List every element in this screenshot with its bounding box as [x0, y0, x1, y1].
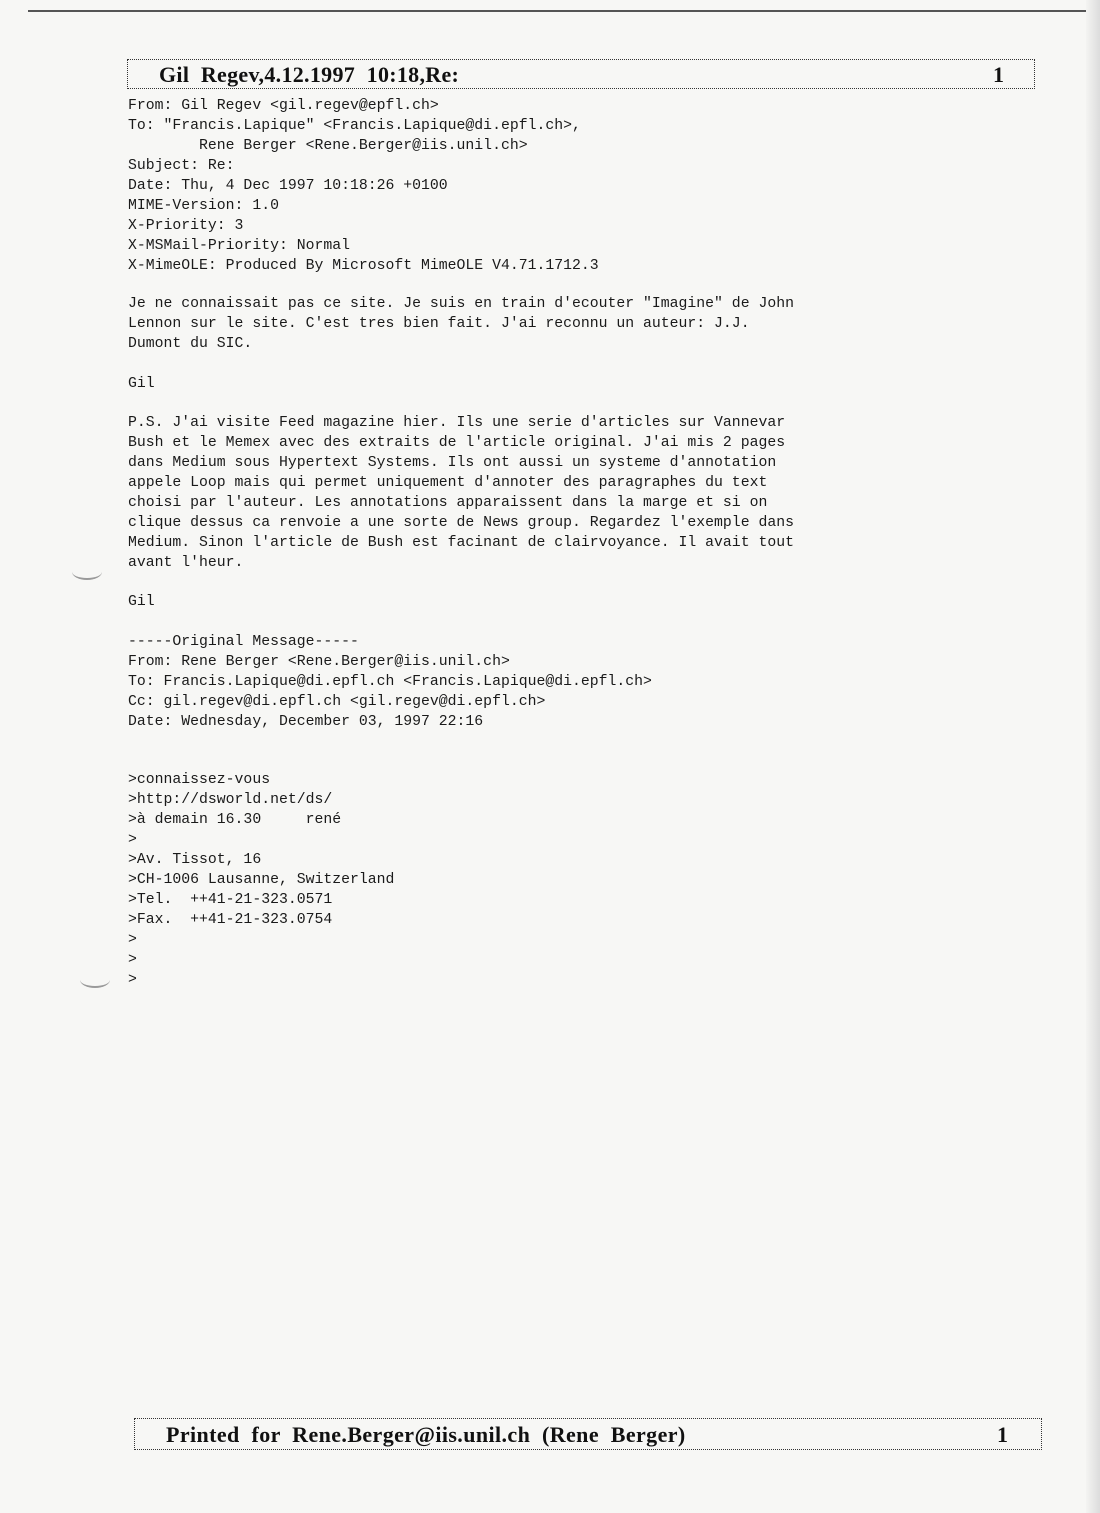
header-subject: Subject: Re: — [128, 158, 235, 174]
original-from: From: Rene Berger <Rene.Berger@iis.unil.ch> — [128, 654, 510, 670]
header-x-mimeole: X-MimeOLE: Produced By Microsoft MimeOLE V4.71.1712.3 — [128, 258, 599, 274]
punch-hole-mark — [72, 564, 102, 580]
signature: Gil — [128, 594, 155, 610]
original-message-separator: -----Original Message----- — [128, 634, 359, 650]
quoted-line: >Av. Tissot, 16 — [128, 852, 262, 868]
message-title: Gil Regev,4.12.1997 10:18,Re: — [159, 62, 460, 87]
quoted-line: >Fax. ++41-21-323.0754 — [128, 912, 333, 928]
body-line: Dumont du SIC. — [128, 336, 253, 352]
quoted-link-line: >http://dsworld.net/ds/ — [128, 792, 333, 808]
original-date: Date: Wednesday, December 03, 1997 22:16 — [128, 714, 484, 730]
body-line: Medium. Sinon l'article de Bush est facinant de clairvoyance. Il avait tout — [128, 535, 794, 551]
body-line: appele Loop mais qui permet uniquement d'annoter des paragraphes du text — [128, 475, 768, 491]
quoted-line: >à demain 16.30 rené — [128, 812, 342, 828]
signature: Gil — [128, 376, 155, 392]
body-line: Je ne connaissait pas ce site. Je suis en train d'ecouter "Imagine" de John — [128, 296, 794, 312]
original-cc: Cc: gil.regev@di.epfl.ch <gil.regev@di.epfl.ch> — [128, 694, 546, 710]
print-header — [127, 59, 1035, 89]
quoted-line: >Tel. ++41-21-323.0571 — [128, 892, 333, 908]
header-mime-version: MIME-Version: 1.0 — [128, 198, 279, 214]
header-to: To: "Francis.Lapique" <Francis.Lapique@di.epfl.ch>, — [128, 118, 581, 134]
page-top-rule — [28, 10, 1100, 12]
body-line: clique dessus ca renvoie a une sorte de News group. Regardez l'exemple dans — [128, 515, 794, 531]
print-footer — [134, 1418, 1042, 1450]
header-x-priority: X-Priority: 3 — [128, 218, 244, 234]
body-line: dans Medium sous Hypertext Systems. Ils ont aussi un systeme d'annotation — [128, 455, 777, 471]
original-to: To: Francis.Lapique@di.epfl.ch <Francis.Lapique@di.epfl.ch> — [128, 674, 652, 690]
header-page-number: 1 — [993, 62, 1004, 87]
quoted-line: > — [128, 972, 137, 988]
body-line: Lennon sur le site. C'est tres bien fait. J'ai reconnu un auteur: J.J. — [128, 316, 750, 332]
quoted-line: >connaissez-vous — [128, 772, 271, 788]
quoted-line: > — [128, 832, 137, 848]
body-line: Bush et le Memex avec des extraits de l'article original. J'ai mis 2 pages — [128, 435, 786, 451]
header-date: Date: Thu, 4 Dec 1997 10:18:26 +0100 — [128, 178, 448, 194]
quoted-line: > — [128, 952, 137, 968]
quoted-line: >CH-1006 Lausanne, Switzerland — [128, 872, 395, 888]
body-line: P.S. J'ai visite Feed magazine hier. Ils une serie d'articles sur Vannevar — [128, 415, 786, 431]
header-from: From: Gil Regev <gil.regev@epfl.ch> — [128, 98, 439, 114]
body-line: choisi par l'auteur. Les annotations apparaissent dans la marge et si on — [128, 495, 768, 511]
page-edge-shadow — [1086, 0, 1100, 1513]
header-x-msmail-priority: X-MSMail-Priority: Normal — [128, 238, 350, 254]
footer-page-number: 1 — [997, 1422, 1008, 1447]
punch-hole-mark — [80, 972, 110, 988]
quoted-line: > — [128, 932, 137, 948]
header-to-continued: Rene Berger <Rene.Berger@iis.unil.ch> — [128, 138, 528, 154]
body-line: avant l'heur. — [128, 555, 244, 571]
printed-for-text: Printed for Rene.Berger@iis.unil.ch (Rene Berger) — [166, 1422, 686, 1447]
